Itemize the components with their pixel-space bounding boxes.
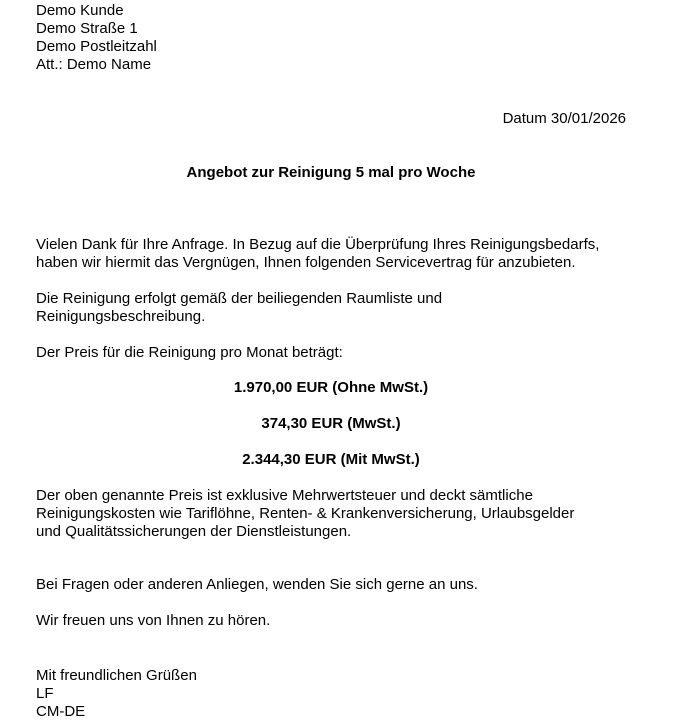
terms-line: Reinigungskosten wie Tariflöhne, Renten- & Krankenversicherung, Urlaubsgelder: [36, 505, 575, 522]
scope-line: Reinigungsbeschreibung.: [36, 308, 206, 325]
letter-subject: Angebot zur Reinigung 5 mal pro Woche: [186, 164, 476, 181]
recipient-name: Demo Kunde: [36, 2, 124, 19]
price-intro: Der Preis für die Reinigung pro Monat beträgt:: [36, 344, 343, 361]
signer-initials: LF: [36, 685, 54, 702]
letter-date: Datum 30/01/2026: [502, 110, 626, 127]
recipient-postal: Demo Postleitzahl: [36, 38, 157, 55]
price-net: 1.970,00 EUR (Ohne MwSt.): [233, 379, 429, 396]
scope-line: Die Reinigung erfolgt gemäß der beiliegenden Raumliste und: [36, 290, 443, 307]
intro-line: haben wir hiermit das Vergnügen, Ihnen folgenden Servicevertrag für anzubieten.: [36, 254, 576, 271]
company-name: CM-DE: [36, 703, 86, 720]
terms-line: und Qualitätssicherungen der Dienstleistungen.: [36, 523, 352, 540]
recipient-attention: Att.: Demo Name: [36, 56, 152, 73]
recipient-street: Demo Straße 1: [36, 20, 138, 37]
salutation: Mit freundlichen Grüßen: [36, 667, 197, 684]
questions-line: Bei Fragen oder anderen Anliegen, wenden Sie sich gerne an uns.: [36, 576, 478, 593]
terms-line: Der oben genannte Preis ist exklusive Mehrwertsteuer und deckt sämtliche: [36, 487, 533, 504]
looking-forward-line: Wir freuen uns von Ihnen zu hören.: [36, 612, 271, 629]
price-vat: 374,30 EUR (MwSt.): [261, 415, 401, 432]
price-gross: 2.344,30 EUR (Mit MwSt.): [242, 451, 420, 468]
intro-line: Vielen Dank für Ihre Anfrage. In Bezug auf die Überprüfung Ihres Reinigungsbedarfs,: [36, 236, 600, 253]
